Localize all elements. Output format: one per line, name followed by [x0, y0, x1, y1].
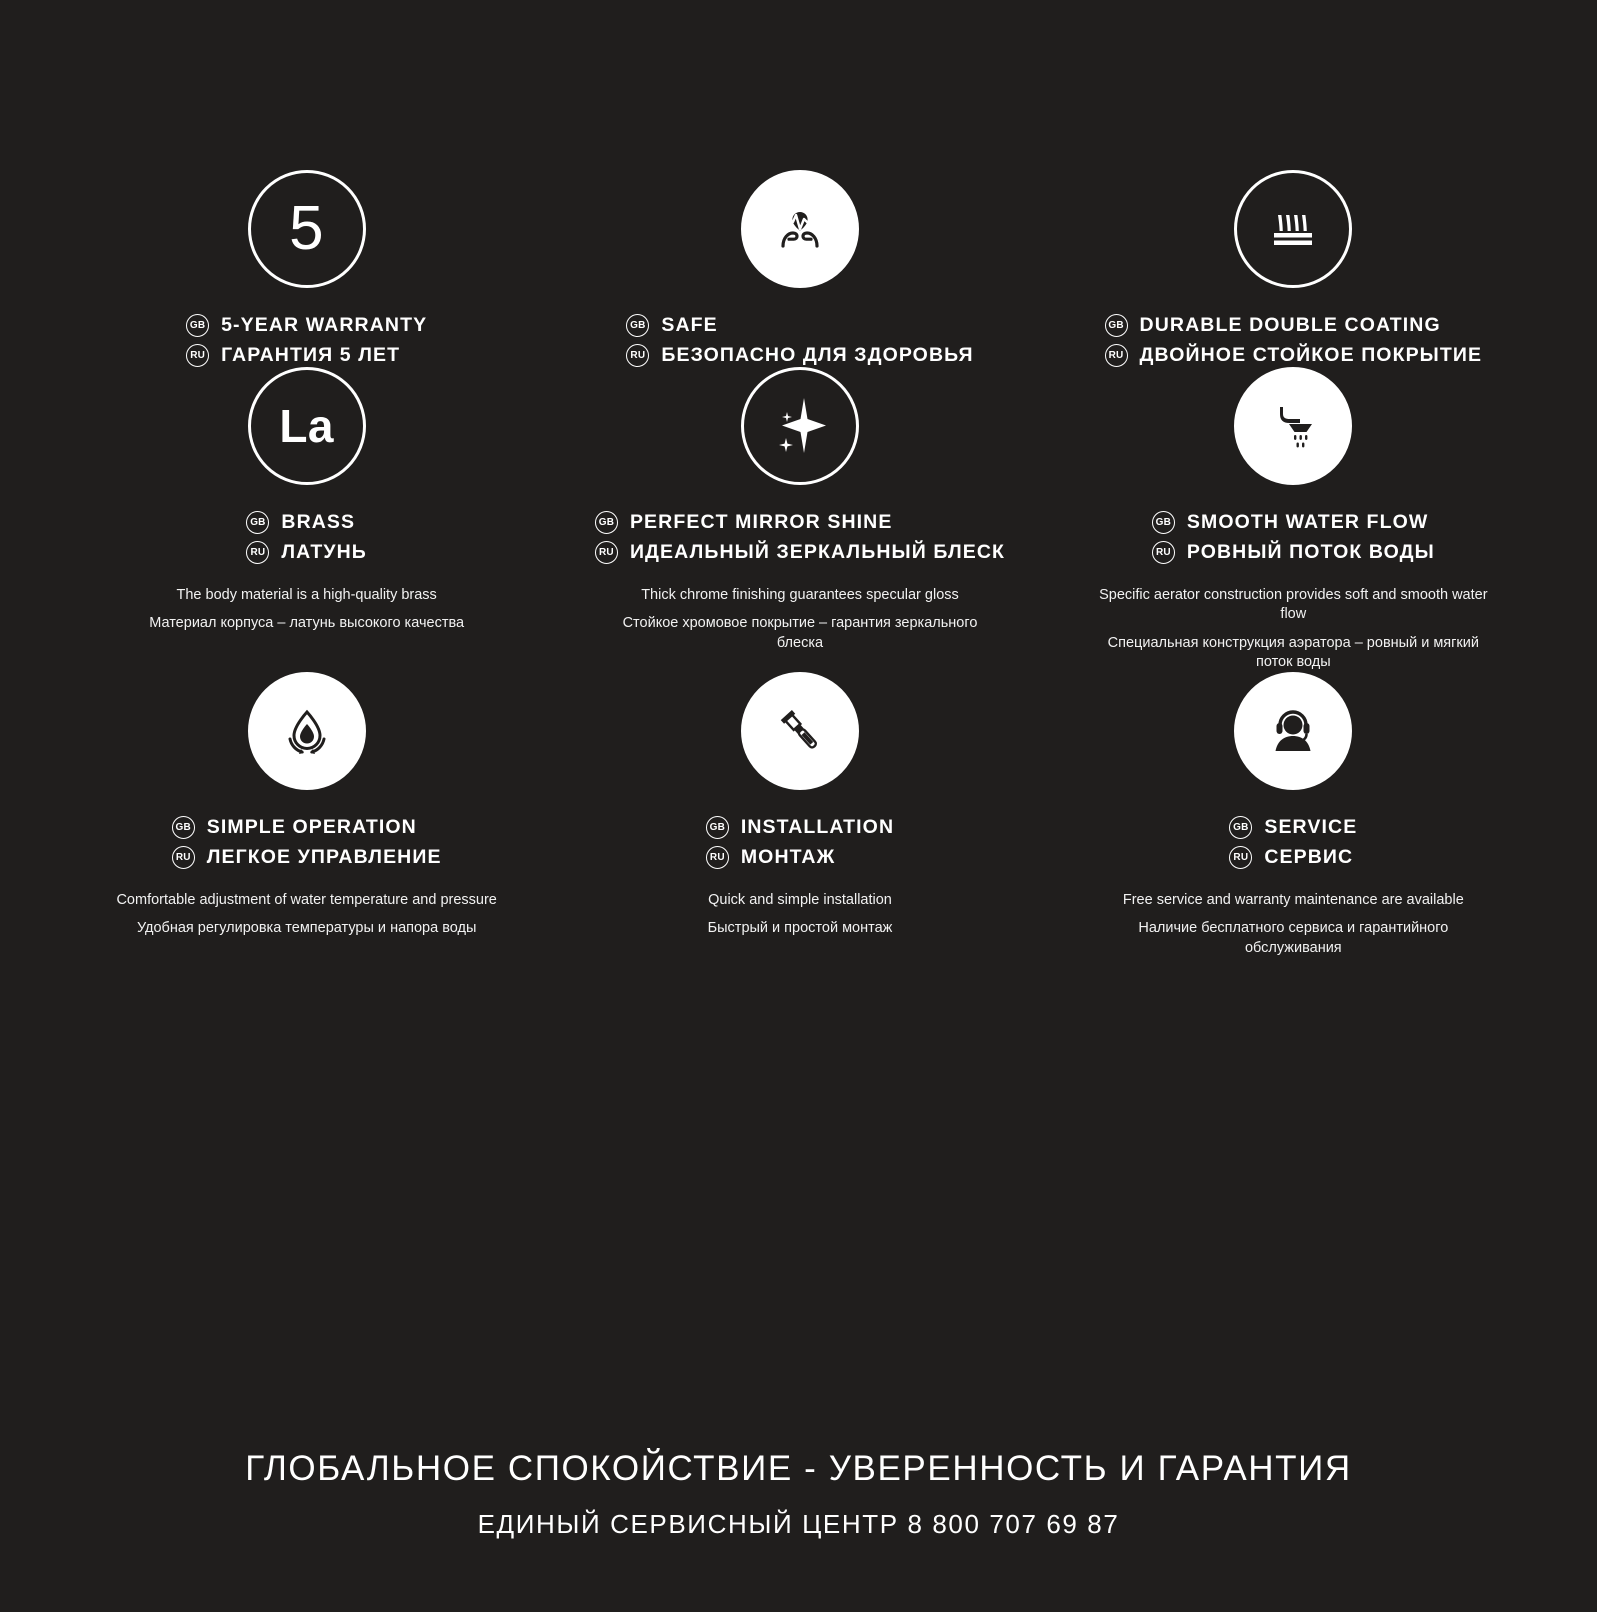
title-line-ru	[626, 344, 973, 367]
feature-card-installation	[553, 672, 1046, 958]
feature-title-ru: МОНТАЖ	[740, 846, 836, 869]
feature-titles	[1105, 314, 1483, 367]
ru-badge-icon: RU	[1105, 344, 1128, 367]
feature-title-ru: СЕРВИС	[1264, 846, 1354, 869]
feature-card-coating	[1047, 170, 1540, 367]
title-line-ru	[706, 846, 835, 869]
feature-card-brass	[60, 367, 553, 672]
title-line-en	[1229, 816, 1357, 839]
gb-badge-icon: GB	[706, 816, 729, 839]
feature-desc-en: Specific aerator construction provides soft and smooth water flow	[1099, 587, 1488, 623]
gb-badge-icon: GB	[1105, 314, 1128, 337]
feature-title-en: SAFE	[661, 314, 718, 336]
heart-in-hands-icon	[741, 170, 859, 288]
gb-badge-icon: GB	[246, 511, 269, 534]
feature-description	[1093, 586, 1493, 672]
icon-text-la: La	[279, 400, 334, 452]
gb-badge-icon: GB	[1152, 511, 1175, 534]
feature-description	[149, 586, 464, 634]
feature-card-water-flow	[1047, 367, 1540, 672]
ru-badge-icon: RU	[1152, 541, 1175, 564]
feature-desc-en: Thick chrome finishing guarantees specular gloss	[641, 587, 959, 603]
gb-badge-icon: GB	[1229, 816, 1252, 839]
feature-desc-ru: Специальная конструкция аэратора – ровный и мягкий поток воды	[1107, 634, 1479, 670]
feature-description	[708, 891, 893, 939]
feature-desc-ru: Быстрый и простой монтаж	[707, 920, 893, 937]
feature-titles	[1152, 511, 1435, 564]
feature-title-ru: ГАРАНТИЯ 5 ЛЕТ	[221, 344, 401, 366]
gb-badge-icon: GB	[595, 511, 618, 534]
feature-titles	[706, 816, 894, 869]
feature-title-ru: ИДЕАЛЬНЫЙ ЗЕРКАЛЬНЫЙ БЛЕСК	[629, 541, 1006, 563]
feature-title-en: 5-YEAR WARRANTY	[221, 314, 428, 336]
icon-text-five: 5	[289, 194, 325, 263]
gb-badge-icon: GB	[626, 314, 649, 337]
feature-titles	[246, 511, 367, 564]
feature-title-ru: БЕЗОПАСНО ДЛЯ ЗДОРОВЬЯ	[661, 344, 974, 366]
feature-title-en: SIMPLE OPERATION	[206, 816, 417, 839]
title-line-en	[246, 511, 355, 534]
feature-title-ru: ЛАТУНЬ	[281, 541, 367, 563]
title-line-ru	[1105, 344, 1483, 367]
feature-title-ru: ДВОЙНОЕ СТОЙКОЕ ПОКРЫТИЕ	[1139, 344, 1483, 366]
feature-titles	[626, 314, 973, 367]
ru-badge-icon: RU	[186, 344, 209, 367]
title-line-en	[172, 816, 417, 839]
feature-desc-en: Comfortable adjustment of water temperature and pressure	[116, 892, 497, 909]
feature-card-safe	[553, 170, 1046, 367]
ru-badge-icon: RU	[1229, 846, 1252, 869]
feature-desc-ru: Стойкое хромовое покрытие – гарантия зеркального блеска	[622, 615, 978, 651]
gb-badge-icon: GB	[186, 314, 209, 337]
feature-titles	[1229, 816, 1357, 869]
feature-title-en: PERFECT MIRROR SHINE	[629, 511, 893, 533]
title-line-ru	[172, 846, 442, 869]
shower-water-flow-icon	[1234, 367, 1352, 485]
footer	[0, 1449, 1597, 1540]
feature-desc-en: Free service and warranty maintenance are available	[1122, 892, 1464, 909]
feature-desc-ru: Удобная регулировка температуры и напора воды	[136, 920, 477, 937]
title-line-en	[706, 816, 894, 839]
feature-desc-ru: Материал корпуса – латунь высокого качества	[149, 615, 465, 632]
lanthanum-brass-icon	[248, 367, 366, 485]
feature-title-ru: ЛЕГКОЕ УПРАВЛЕНИЕ	[206, 846, 442, 869]
wrench-installation-icon	[741, 672, 859, 790]
feature-card-warranty	[60, 170, 553, 367]
feature-desc-en: Quick and simple installation	[708, 892, 892, 909]
title-line-en	[595, 511, 893, 534]
title-line-ru	[1152, 541, 1435, 564]
title-line-ru	[1229, 846, 1353, 869]
features-grid	[60, 170, 1540, 958]
title-line-en	[1105, 314, 1441, 337]
feature-card-service	[1047, 672, 1540, 958]
feature-title-en: SMOOTH WATER FLOW	[1186, 511, 1429, 533]
feature-title-ru: РОВНЫЙ ПОТОК ВОДЫ	[1186, 541, 1435, 563]
title-line-ru	[595, 541, 1005, 564]
footer-service-phone: ЕДИНЫЙ СЕРВИСНЫЙ ЦЕНТР 8 800 707 69 87	[477, 1509, 1120, 1539]
feature-description	[1093, 891, 1493, 958]
feature-title-en: DURABLE DOUBLE COATING	[1139, 314, 1441, 336]
feature-titles	[186, 314, 427, 367]
gb-badge-icon: GB	[172, 816, 195, 839]
feature-title-en: BRASS	[281, 511, 356, 533]
water-drop-control-icon	[248, 672, 366, 790]
ru-badge-icon: RU	[246, 541, 269, 564]
sparkle-shine-icon	[741, 367, 859, 485]
ru-badge-icon: RU	[706, 846, 729, 869]
feature-desc-en: The body material is a high-quality brass	[176, 587, 437, 603]
title-line-en	[1152, 511, 1428, 534]
feature-card-simple-operation	[60, 672, 553, 958]
ru-badge-icon: RU	[626, 344, 649, 367]
five-years-circle-icon	[248, 170, 366, 288]
feature-card-mirror-shine	[553, 367, 1046, 672]
feature-description	[116, 891, 496, 939]
double-coating-layers-icon	[1234, 170, 1352, 288]
title-line-ru	[246, 541, 367, 564]
title-line-en	[186, 314, 427, 337]
title-line-ru	[186, 344, 400, 367]
feature-title-en: SERVICE	[1264, 816, 1358, 839]
ru-badge-icon: RU	[172, 846, 195, 869]
ru-badge-icon: RU	[595, 541, 618, 564]
title-line-en	[626, 314, 717, 337]
footer-headline: ГЛОБАЛЬНОЕ СПОКОЙСТВИЕ - УВЕРЕННОСТЬ И ГАРАНТИЯ	[245, 1449, 1352, 1488]
feature-description	[600, 586, 1000, 653]
support-operator-icon	[1234, 672, 1352, 790]
feature-title-en: INSTALLATION	[740, 816, 895, 839]
feature-titles	[595, 511, 1005, 564]
feature-titles	[172, 816, 442, 869]
feature-desc-ru: Наличие бесплатного сервиса и гарантийного обслуживания	[1138, 920, 1449, 956]
